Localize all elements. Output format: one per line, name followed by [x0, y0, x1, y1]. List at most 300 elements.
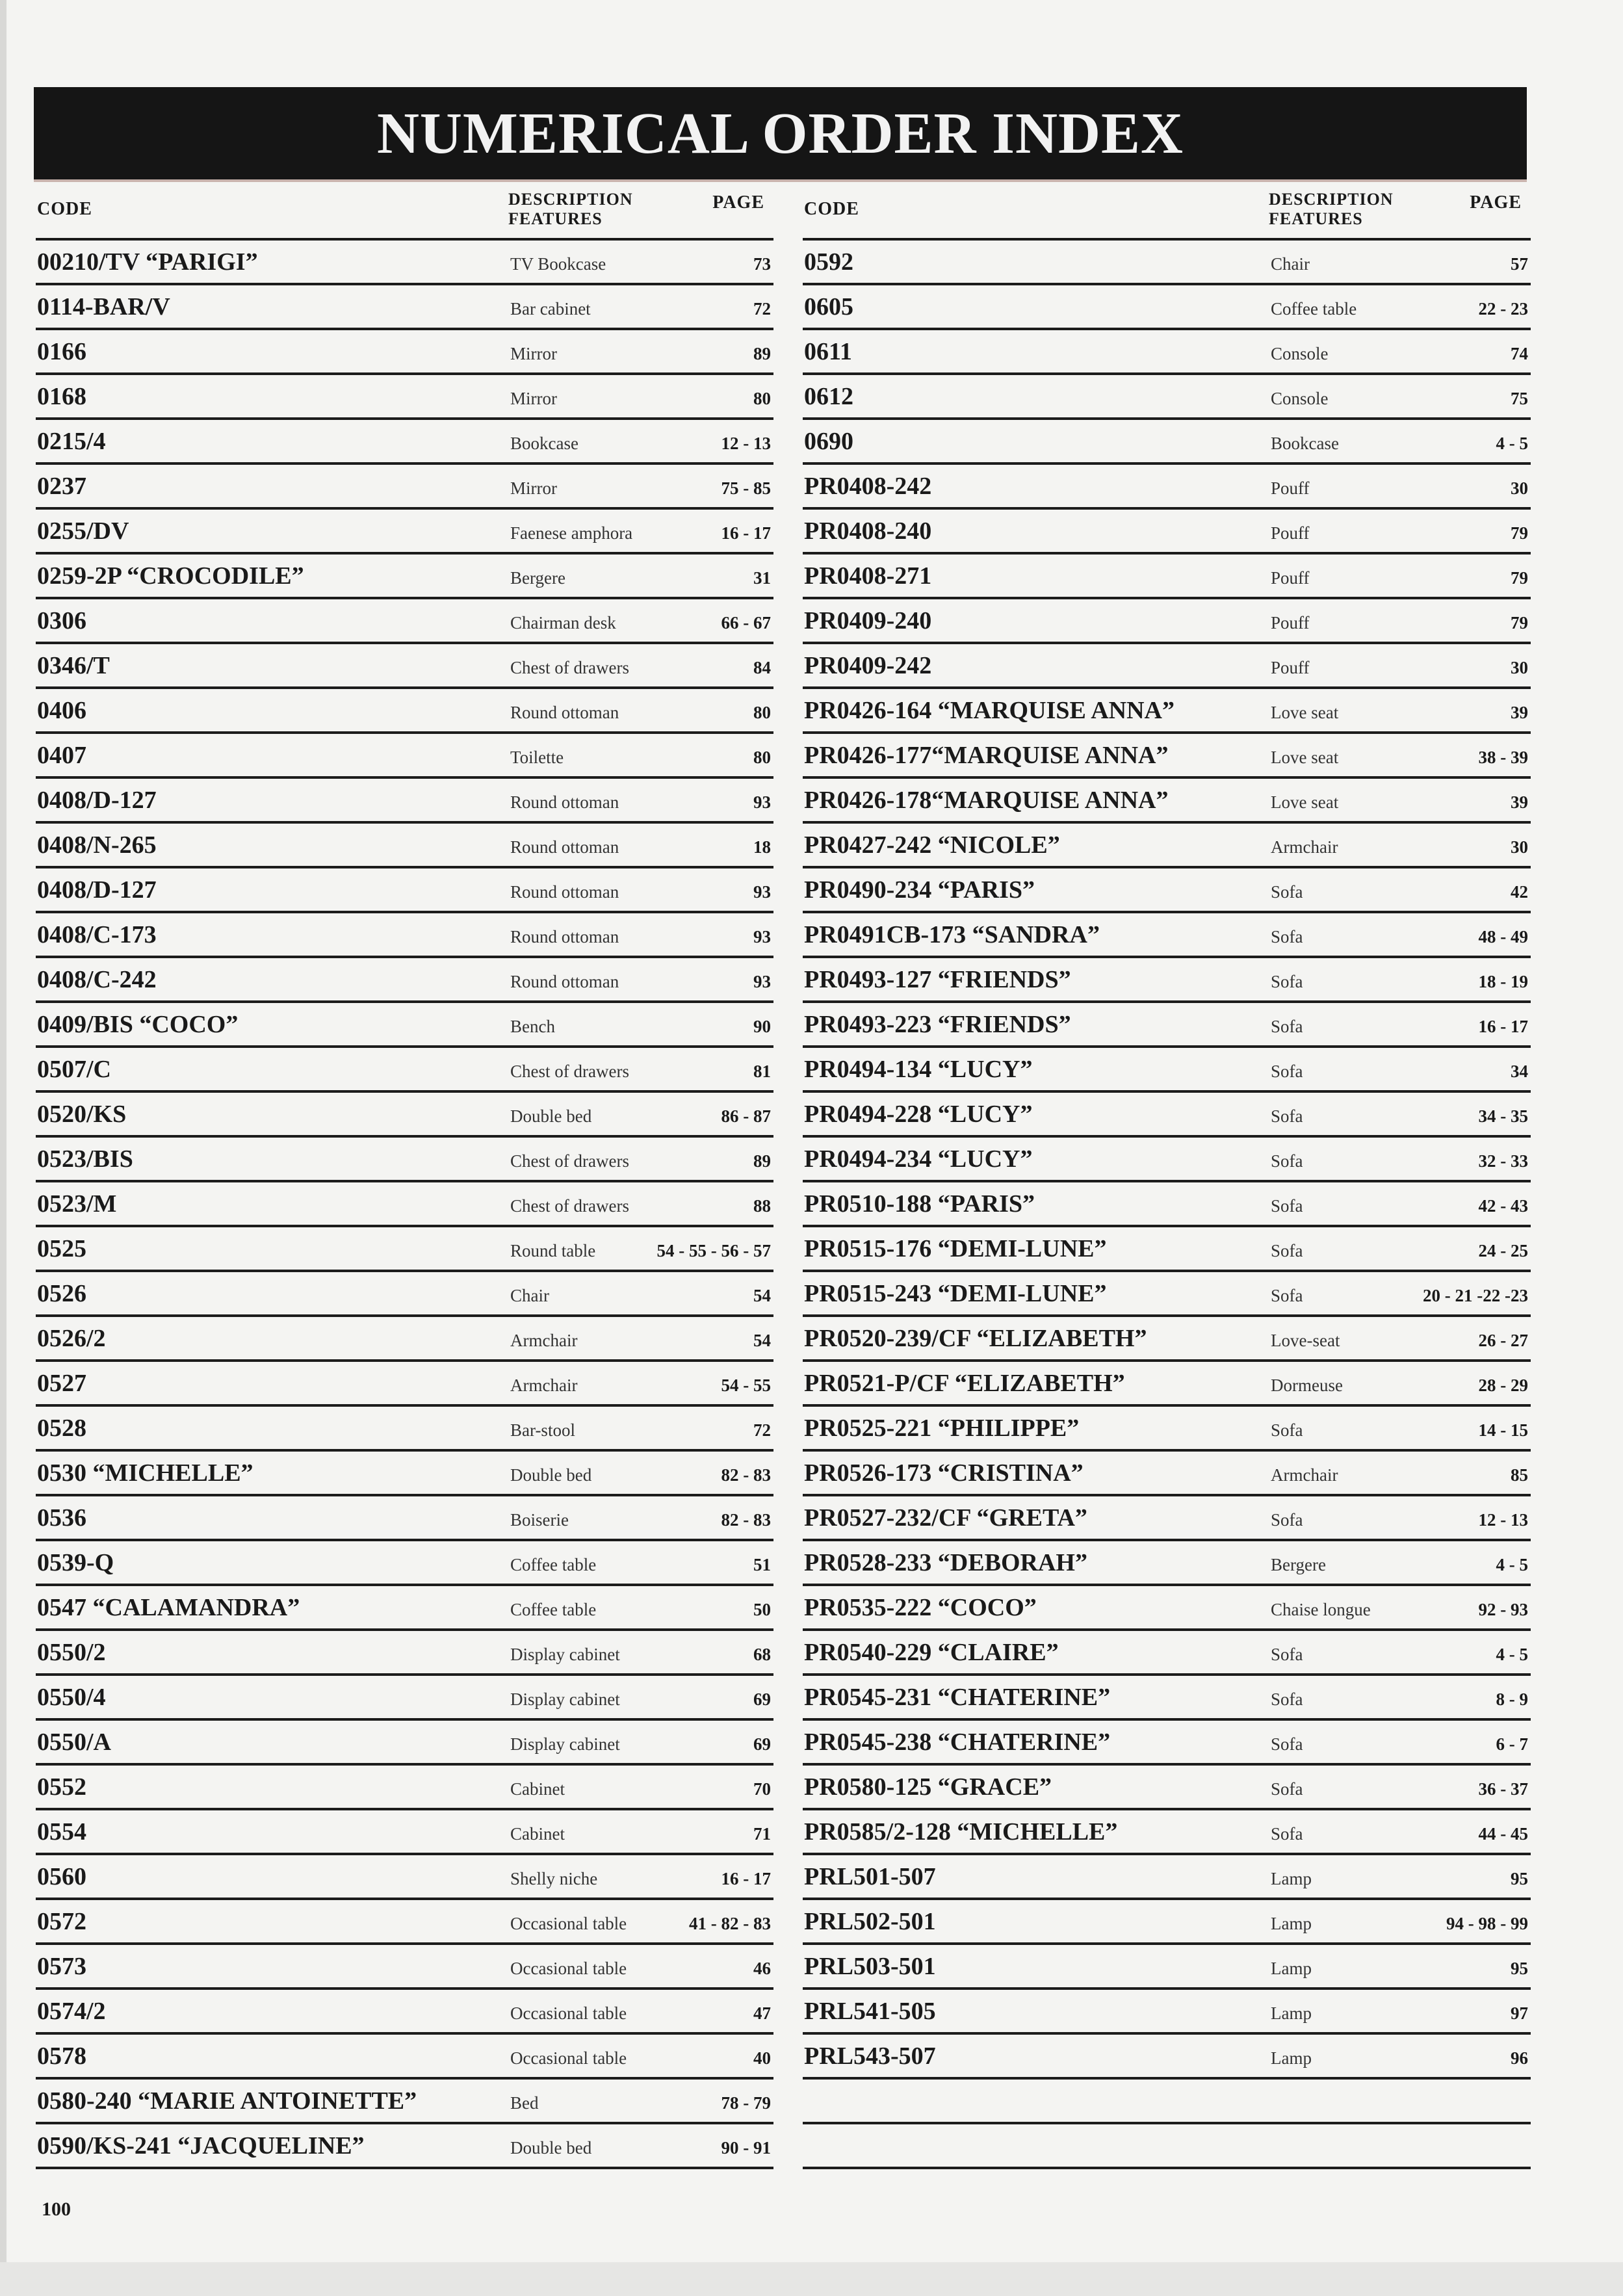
index-row	[803, 375, 1531, 420]
index-row	[803, 1900, 1531, 1945]
item-description: Sofa	[1271, 1241, 1303, 1260]
index-row	[803, 958, 1531, 1003]
item-page: 48 - 49	[1478, 927, 1528, 946]
index-row	[803, 1855, 1531, 1900]
index-row	[803, 330, 1531, 375]
item-page: 80	[753, 748, 771, 767]
item-page: 73	[753, 254, 771, 274]
item-description: Lamp	[1271, 1914, 1312, 1933]
item-description: Round ottoman	[510, 882, 619, 902]
item-code: PR0494-134 “LUCY”	[804, 1056, 1033, 1083]
left-rows	[36, 241, 773, 2169]
header-code: CODE	[804, 199, 859, 219]
item-code: PR0510-188 “PARIS”	[804, 1190, 1035, 1218]
index-row	[803, 465, 1531, 510]
item-description: Lamp	[1271, 2048, 1312, 2068]
index-row	[803, 689, 1531, 734]
item-description: Occasional table	[510, 2003, 627, 2023]
item-description: TV Bookcase	[510, 254, 606, 274]
item-description: Sofa	[1271, 1689, 1303, 1709]
item-page: 79	[1511, 613, 1528, 633]
header-description	[508, 190, 633, 229]
item-code: 0507/C	[37, 1056, 111, 1083]
item-description: Sofa	[1271, 972, 1303, 991]
title-banner	[34, 87, 1527, 179]
item-code: 0572	[37, 1908, 86, 1935]
item-code: 0528	[37, 1415, 86, 1442]
item-code: 0523/M	[37, 1190, 117, 1218]
item-code: 0215/4	[37, 428, 106, 455]
item-code: 0409/BIS “COCO”	[37, 1011, 239, 1038]
index-row	[803, 779, 1531, 824]
item-code: PR0494-234 “LUCY”	[804, 1145, 1033, 1173]
item-description: Mirror	[510, 478, 557, 498]
item-description: Love seat	[1271, 792, 1339, 812]
index-row	[36, 1227, 773, 1272]
index-row	[36, 689, 773, 734]
item-code: 0550/A	[37, 1729, 111, 1756]
index-row	[36, 1182, 773, 1227]
item-description: Chest of drawers	[510, 658, 629, 677]
item-page: 34	[1511, 1062, 1528, 1081]
index-row	[36, 958, 773, 1003]
item-description: Pouff	[1271, 478, 1310, 498]
item-code: 0408/D-127	[37, 787, 157, 814]
item-description: Armchair	[510, 1376, 578, 1395]
item-page: 39	[1511, 792, 1528, 812]
index-row	[36, 1272, 773, 1317]
item-page: 90 - 91	[721, 2138, 771, 2158]
item-page: 30	[1511, 658, 1528, 677]
item-page: 4 - 5	[1496, 1555, 1528, 1574]
item-page: 12 - 13	[721, 434, 771, 453]
item-code: 0408/C-173	[37, 921, 157, 948]
index-row	[36, 734, 773, 779]
item-page: 68	[753, 1645, 771, 1664]
item-page: 92 - 93	[1478, 1600, 1528, 1619]
item-code: PR0545-231 “CHATERINE”	[804, 1684, 1111, 1711]
item-page: 71	[753, 1824, 771, 1844]
item-description: Bar cabinet	[510, 299, 591, 319]
item-description: Cabinet	[510, 1824, 565, 1844]
header-description-label: DESCRIPTION	[508, 190, 633, 209]
index-row	[803, 599, 1531, 644]
item-description: Lamp	[1271, 1869, 1312, 1888]
item-description: Double bed	[510, 1465, 592, 1485]
item-page: 16 - 17	[721, 523, 771, 543]
item-page: 41 - 82 - 83	[689, 1914, 771, 1933]
index-row	[36, 1631, 773, 1676]
bottom-shadow	[0, 2262, 1623, 2296]
item-code: 0690	[804, 428, 853, 455]
index-row	[36, 1362, 773, 1407]
item-description: Double bed	[510, 1106, 592, 1126]
index-row	[36, 599, 773, 644]
index-row	[803, 510, 1531, 554]
item-code: PRL503-501	[804, 1953, 936, 1980]
item-description: Round ottoman	[510, 837, 619, 857]
item-code: 0527	[37, 1370, 86, 1397]
index-row	[803, 1407, 1531, 1452]
index-row	[803, 734, 1531, 779]
item-code: PR0540-229 “CLAIRE”	[804, 1639, 1059, 1666]
index-row	[36, 241, 773, 285]
item-code: PR0491CB-173 “SANDRA”	[804, 921, 1100, 948]
item-description: Coffee table	[510, 1555, 597, 1574]
header-description-label: DESCRIPTION	[1269, 190, 1394, 209]
item-page: 72	[753, 1420, 771, 1440]
item-page: 93	[753, 882, 771, 902]
blank-row	[803, 2124, 1531, 2169]
item-description: Sofa	[1271, 1734, 1303, 1754]
item-code: 0592	[804, 248, 853, 276]
index-row	[36, 1990, 773, 2035]
item-description: Bergere	[510, 568, 565, 588]
item-description: Dormeuse	[1271, 1376, 1343, 1395]
item-description: Chair	[1271, 254, 1310, 274]
item-code: 0605	[804, 293, 853, 320]
item-description: Chaise longue	[1271, 1600, 1371, 1619]
index-row	[36, 1093, 773, 1138]
item-page: 72	[753, 299, 771, 319]
item-code: PR0535-222 “COCO”	[804, 1594, 1037, 1621]
item-code: 0525	[37, 1235, 86, 1262]
item-description: Chairman desk	[510, 613, 616, 633]
item-code: 0554	[37, 1818, 86, 1846]
item-page: 6 - 7	[1496, 1734, 1528, 1754]
item-description: Chest of drawers	[510, 1062, 629, 1081]
index-row	[803, 1541, 1531, 1586]
item-page: 20 - 21 -22 -23	[1423, 1286, 1528, 1305]
item-page: 70	[753, 1779, 771, 1799]
item-code: 0168	[37, 383, 86, 410]
item-page: 54	[753, 1331, 771, 1350]
item-code: PR0408-242	[804, 473, 932, 500]
item-description: Boiserie	[510, 1510, 569, 1530]
item-description: Love seat	[1271, 748, 1339, 767]
item-page: 51	[753, 1555, 771, 1574]
index-row	[803, 868, 1531, 913]
item-page: 81	[753, 1062, 771, 1081]
item-description: Occasional table	[510, 1914, 627, 1933]
item-page: 39	[1511, 703, 1528, 722]
item-code: PR0426-164 “MARQUISE ANNA”	[804, 697, 1175, 724]
item-code: 0550/4	[37, 1684, 106, 1711]
item-description: Round table	[510, 1241, 596, 1260]
item-code: PR0520-239/CF “ELIZABETH”	[804, 1325, 1147, 1352]
item-page: 16 - 17	[1478, 1017, 1528, 1036]
item-page: 75	[1511, 389, 1528, 408]
index-row	[803, 1362, 1531, 1407]
item-description: Sofa	[1271, 1062, 1303, 1081]
index-row	[803, 554, 1531, 599]
index-row	[803, 1003, 1531, 1048]
item-code: PRL541-505	[804, 1998, 936, 2025]
item-description: Love-seat	[1271, 1331, 1340, 1350]
item-code: 00210/TV “PARIGI”	[37, 248, 258, 276]
item-code: PR0427-242 “NICOLE”	[804, 831, 1060, 859]
item-code: PR0409-242	[804, 652, 932, 679]
blank-row	[803, 2080, 1531, 2124]
index-row	[803, 913, 1531, 958]
item-page: 16 - 17	[721, 1869, 771, 1888]
index-row	[36, 2124, 773, 2169]
item-description: Bench	[510, 1017, 555, 1036]
index-row	[36, 2035, 773, 2080]
page-edge-shadow	[0, 0, 6, 2296]
item-description: Pouff	[1271, 658, 1310, 677]
item-page: 40	[753, 2048, 771, 2068]
index-row	[803, 1721, 1531, 1766]
item-page: 90	[753, 1017, 771, 1036]
item-page: 34 - 35	[1478, 1106, 1528, 1126]
item-code: PRL502-501	[804, 1908, 936, 1935]
item-code: 0237	[37, 473, 86, 500]
item-code: PR0580-125 “GRACE”	[804, 1773, 1052, 1801]
column-header	[36, 183, 773, 241]
item-page: 69	[753, 1689, 771, 1709]
item-description: Bed	[510, 2093, 539, 2113]
right-rows	[803, 241, 1531, 2080]
item-code: PR0526-173 “CRISTINA”	[804, 1459, 1084, 1487]
item-description: Double bed	[510, 2138, 592, 2158]
item-page: 24 - 25	[1478, 1241, 1528, 1260]
item-page: 84	[753, 658, 771, 677]
item-description: Sofa	[1271, 1106, 1303, 1126]
item-code: PRL501-507	[804, 1863, 936, 1890]
item-description: Armchair	[510, 1331, 578, 1350]
index-row	[803, 241, 1531, 285]
item-page: 93	[753, 972, 771, 991]
item-description: Console	[1271, 344, 1329, 363]
item-page: 82 - 83	[721, 1510, 771, 1530]
index-row	[803, 420, 1531, 465]
index-row	[803, 1586, 1531, 1631]
item-page: 36 - 37	[1478, 1779, 1528, 1799]
item-code: PR0426-178“MARQUISE ANNA”	[804, 787, 1169, 814]
item-page: 38 - 39	[1478, 748, 1528, 767]
item-page: 66 - 67	[721, 613, 771, 633]
item-page: 79	[1511, 523, 1528, 543]
index-row	[803, 1945, 1531, 1990]
item-page: 42	[1511, 882, 1528, 902]
item-description: Console	[1271, 389, 1329, 408]
item-description: Cabinet	[510, 1779, 565, 1799]
item-page: 50	[753, 1600, 771, 1619]
item-code: 0536	[37, 1504, 86, 1532]
header-features-label: FEATURES	[508, 209, 603, 228]
item-page: 88	[753, 1196, 771, 1216]
item-page: 93	[753, 792, 771, 812]
index-row	[36, 1676, 773, 1721]
item-code: PR0409-240	[804, 607, 932, 634]
index-row	[803, 1048, 1531, 1093]
item-page: 75 - 85	[721, 478, 771, 498]
item-code: 0526	[37, 1280, 86, 1307]
item-code: PR0426-177“MARQUISE ANNA”	[804, 742, 1169, 769]
column-header	[803, 183, 1531, 241]
item-description: Round ottoman	[510, 792, 619, 812]
item-description: Armchair	[1271, 1465, 1338, 1485]
item-description: Mirror	[510, 389, 557, 408]
item-description: Lamp	[1271, 1959, 1312, 1978]
item-description: Bergere	[1271, 1555, 1326, 1574]
item-description: Round ottoman	[510, 927, 619, 946]
item-code: PR0408-271	[804, 562, 932, 590]
item-code: 0590/KS-241 “JACQUELINE”	[37, 2132, 365, 2159]
item-code: PR0493-223 “FRIENDS”	[804, 1011, 1071, 1038]
item-code: PR0585/2-128 “MICHELLE”	[804, 1818, 1118, 1846]
item-page: 54 - 55 - 56 - 57	[656, 1241, 771, 1260]
index-row	[803, 1227, 1531, 1272]
item-page: 18	[753, 837, 771, 857]
item-description: Round ottoman	[510, 703, 619, 722]
item-code: 0574/2	[37, 1998, 106, 2025]
index-column-left	[36, 183, 773, 2169]
item-page: 46	[753, 1959, 771, 1978]
item-description: Coffee table	[510, 1600, 597, 1619]
item-description: Bookcase	[1271, 434, 1339, 453]
item-page: 54	[753, 1286, 771, 1305]
index-row	[36, 510, 773, 554]
item-description: Mirror	[510, 344, 557, 363]
index-row	[36, 1586, 773, 1631]
item-code: 0346/T	[37, 652, 110, 679]
index-row	[803, 1452, 1531, 1496]
item-description: Occasional table	[510, 2048, 627, 2068]
index-row	[803, 1990, 1531, 2035]
index-row	[36, 1900, 773, 1945]
index-row	[36, 1766, 773, 1810]
item-code: PR0490-234 “PARIS”	[804, 876, 1035, 904]
index-row	[36, 1317, 773, 1362]
item-code: 0526/2	[37, 1325, 106, 1352]
item-page: 96	[1511, 2048, 1528, 2068]
index-row	[36, 1452, 773, 1496]
index-row	[803, 1676, 1531, 1721]
page-number: 100	[42, 2198, 71, 2220]
index-row	[36, 1407, 773, 1452]
item-description: Bar-stool	[510, 1420, 575, 1440]
item-page: 28 - 29	[1478, 1376, 1528, 1395]
index-row	[803, 285, 1531, 330]
item-code: 0520/KS	[37, 1101, 127, 1128]
item-code: 0530 “MICHELLE”	[37, 1459, 253, 1487]
index-row	[36, 375, 773, 420]
index-row	[36, 824, 773, 868]
item-page: 32 - 33	[1478, 1151, 1528, 1171]
item-code: 0408/N-265	[37, 831, 157, 859]
index-row	[803, 1093, 1531, 1138]
header-page: PAGE	[1470, 192, 1522, 213]
item-description: Sofa	[1271, 882, 1303, 902]
item-page: 69	[753, 1734, 771, 1754]
index-row	[36, 1003, 773, 1048]
item-page: 97	[1511, 2003, 1528, 2023]
item-page: 8 - 9	[1496, 1689, 1528, 1709]
item-description: Pouff	[1271, 523, 1310, 543]
item-code: 0523/BIS	[37, 1145, 133, 1173]
item-description: Coffee table	[1271, 299, 1357, 319]
item-description: Shelly niche	[510, 1869, 598, 1888]
item-page: 44 - 45	[1478, 1824, 1528, 1844]
index-row	[36, 1496, 773, 1541]
item-description: Sofa	[1271, 1151, 1303, 1171]
item-code: 0259-2P “CROCODILE”	[37, 562, 304, 590]
index-row	[36, 868, 773, 913]
item-code: 0552	[37, 1773, 86, 1801]
index-row	[36, 1721, 773, 1766]
item-description: Round ottoman	[510, 972, 619, 991]
index-row	[36, 779, 773, 824]
item-code: 0560	[37, 1863, 86, 1890]
index-row	[36, 420, 773, 465]
header-features-label: FEATURES	[1269, 209, 1363, 228]
item-page: 80	[753, 389, 771, 408]
item-description: Sofa	[1271, 1510, 1303, 1530]
item-description: Sofa	[1271, 1017, 1303, 1036]
item-page: 86 - 87	[721, 1106, 771, 1126]
item-code: 0612	[804, 383, 853, 410]
index-row	[803, 1496, 1531, 1541]
item-description: Sofa	[1271, 1286, 1303, 1305]
item-page: 85	[1511, 1465, 1528, 1485]
index-row	[36, 644, 773, 689]
index-row	[36, 554, 773, 599]
header-page: PAGE	[712, 192, 764, 213]
item-page: 12 - 13	[1478, 1510, 1528, 1530]
item-description: Display cabinet	[510, 1689, 620, 1709]
item-page: 54 - 55	[721, 1376, 771, 1395]
item-description: Occasional table	[510, 1959, 627, 1978]
page-title: NUMERICAL ORDER INDEX	[376, 101, 1184, 166]
index-row	[803, 1766, 1531, 1810]
item-page: 47	[753, 2003, 771, 2023]
item-code: 0573	[37, 1953, 86, 1980]
item-code: 0547 “CALAMANDRA”	[37, 1594, 300, 1621]
item-code: 0114-BAR/V	[37, 293, 170, 320]
item-page: 30	[1511, 478, 1528, 498]
item-description: Lamp	[1271, 2003, 1312, 2023]
index-row	[803, 644, 1531, 689]
item-page: 79	[1511, 568, 1528, 588]
item-description: Chest of drawers	[510, 1151, 629, 1171]
item-code: 0306	[37, 607, 86, 634]
item-page: 22 - 23	[1478, 299, 1528, 319]
item-page: 57	[1511, 254, 1528, 274]
item-page: 42 - 43	[1478, 1196, 1528, 1216]
item-description: Chair	[510, 1286, 549, 1305]
item-page: 4 - 5	[1496, 434, 1528, 453]
item-code: 0611	[804, 338, 852, 365]
item-page: 95	[1511, 1869, 1528, 1888]
index-row	[803, 1810, 1531, 1855]
item-description: Chest of drawers	[510, 1196, 629, 1216]
index-row	[36, 465, 773, 510]
index-row	[36, 1810, 773, 1855]
item-code: PR0494-228 “LUCY”	[804, 1101, 1033, 1128]
item-code: PR0525-221 “PHILIPPE”	[804, 1415, 1080, 1442]
item-code: 0408/C-242	[37, 966, 157, 993]
item-code: PR0528-233 “DEBORAH”	[804, 1549, 1087, 1576]
item-page: 80	[753, 703, 771, 722]
index-row	[36, 2080, 773, 2124]
index-row	[36, 913, 773, 958]
item-code: PR0545-238 “CHATERINE”	[804, 1729, 1111, 1756]
header-description	[1269, 190, 1394, 229]
item-code: 0550/2	[37, 1639, 106, 1666]
index-row	[36, 1138, 773, 1182]
